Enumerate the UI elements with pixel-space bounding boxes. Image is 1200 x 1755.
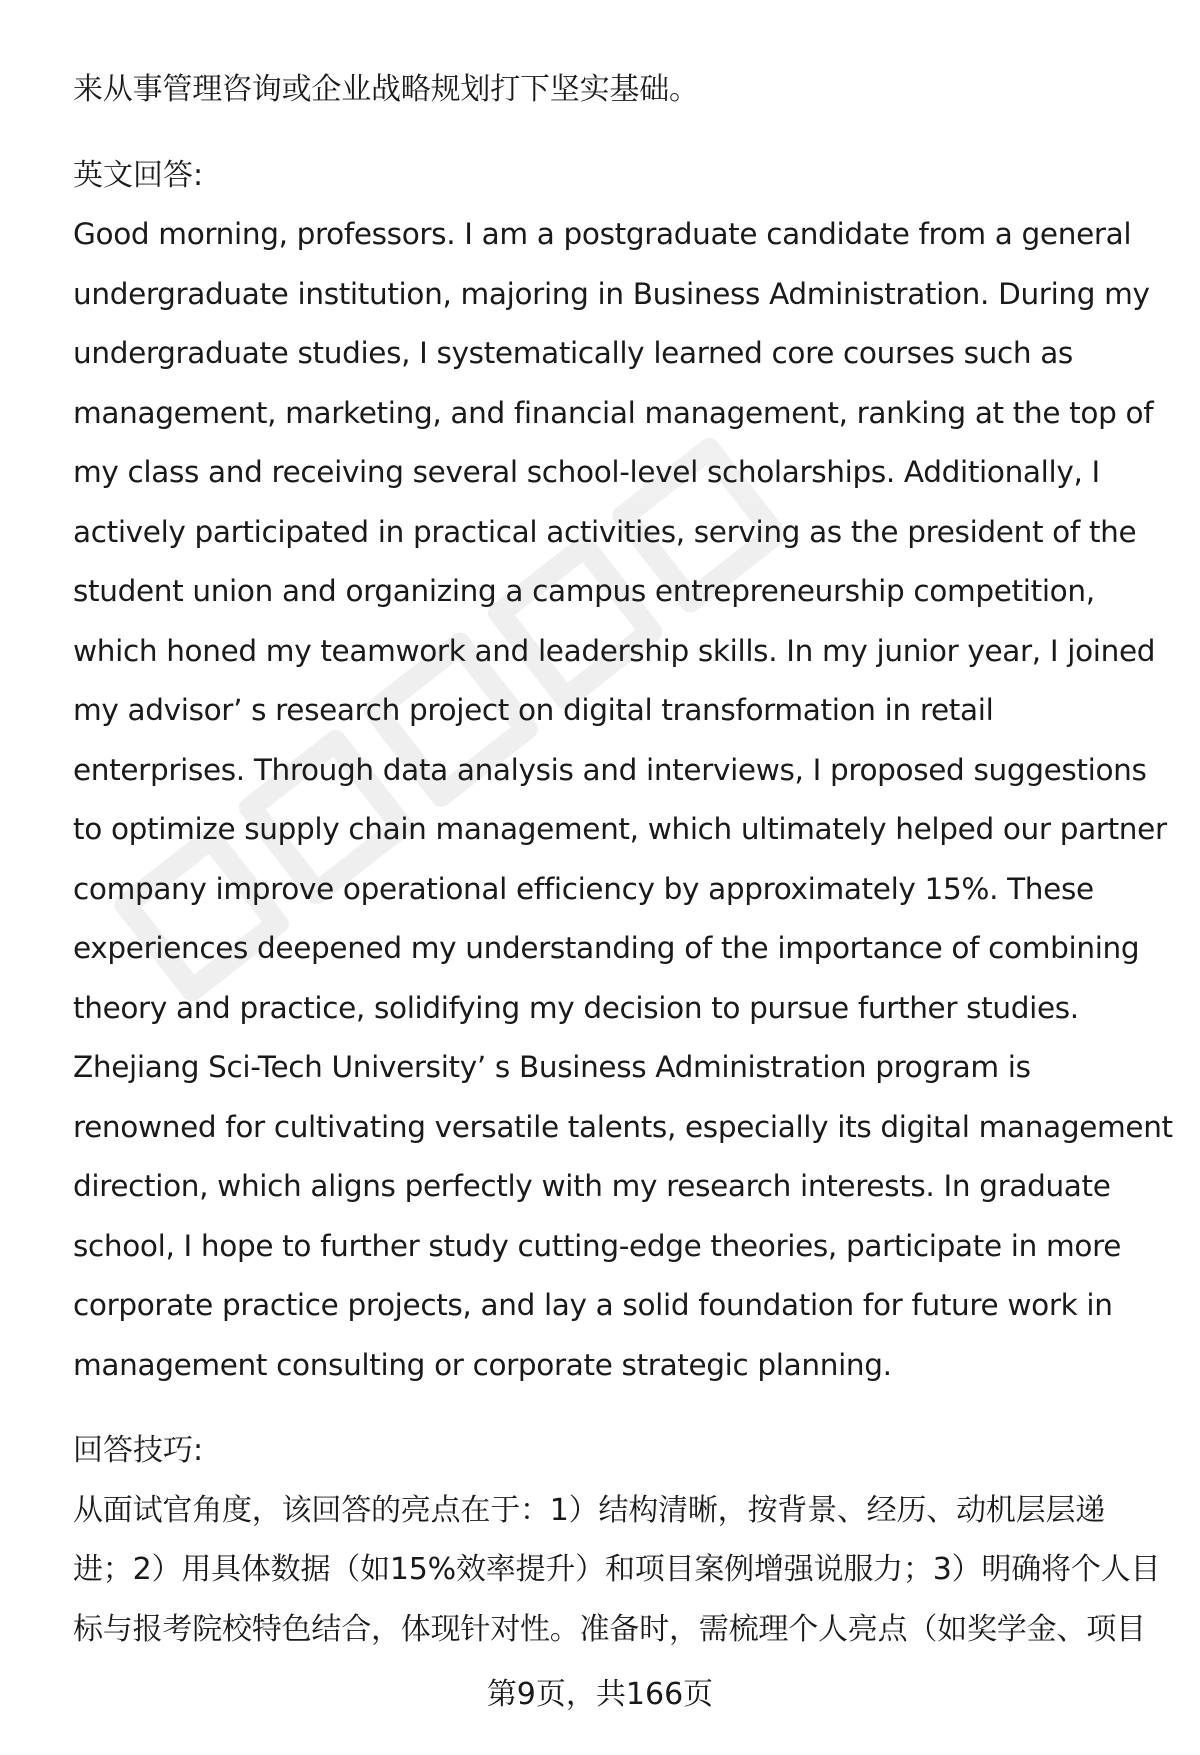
paragraph-line: 来从事管理咨询或企业战略规划打下坚实基础。 bbox=[73, 72, 699, 107]
english-line: Good morning, professors. I am a postgraduate candidate from a general bbox=[73, 217, 1132, 251]
tips-line: 进；2）用具体数据（如15%效率提升）和项目案例增强说服力；3）明确将个人目 bbox=[73, 1552, 1161, 1587]
english-line: my advisor’ s research project on digital transformation in retail bbox=[73, 693, 994, 727]
english-line: actively participated in practical activities, serving as the president of the bbox=[73, 514, 1137, 549]
english-line: management, marketing, and financial management, ranking at the top of bbox=[73, 395, 1154, 430]
english-line: renowned for cultivating versatile talents, especially its digital management bbox=[73, 1109, 1173, 1144]
answer-tips-body bbox=[73, 1481, 1161, 1660]
english-line: direction, which aligns perfectly with my research interests. In graduate bbox=[73, 1169, 1111, 1203]
answer-tips-heading: 回答技巧: bbox=[73, 1433, 204, 1468]
spacer bbox=[73, 120, 1153, 146]
document-page bbox=[73, 60, 1173, 1659]
spacer bbox=[73, 1395, 1153, 1421]
english-line: experiences deepened my understanding of the importance of combining bbox=[73, 931, 1140, 965]
english-line: student union and organizing a campus entrepreneurship competition, bbox=[73, 574, 1095, 608]
english-line: theory and practice, solidifying my decision to pursue further studies. bbox=[73, 990, 1079, 1025]
english-line: which honed my teamwork and leadership skills. In my junior year, I joined bbox=[73, 633, 1156, 668]
english-line: undergraduate studies, I systematically learned core courses such as bbox=[73, 336, 1073, 370]
english-line: corporate practice projects, and lay a solid foundation for future work in bbox=[73, 1288, 1113, 1322]
english-line: Zhejiang Sci-Tech University’ s Business Administration program is bbox=[73, 1050, 1031, 1084]
english-line: undergraduate institution, majoring in Business Administration. During my bbox=[73, 276, 1150, 311]
english-answer-heading: 英文回答: bbox=[73, 157, 204, 193]
english-line: school, I hope to further study cutting-edge theories, participate in more bbox=[73, 1228, 1122, 1263]
english-line: my class and receiving several school-level scholarships. Additionally, I bbox=[73, 455, 1100, 489]
tips-line: 从面试官角度，该回答的亮点在于：1）结构清晰，按背景、经历、动机层层递 bbox=[73, 1492, 1106, 1528]
english-answer-body bbox=[73, 205, 1173, 1395]
english-line: to optimize supply chain management, which ultimately helped our partner bbox=[73, 812, 1167, 846]
tips-line: 标与报考院校特色结合，体现针对性。准备时，需梳理个人亮点（如奖学金、项目 bbox=[73, 1611, 1146, 1647]
english-line: management consulting or corporate strategic planning. bbox=[73, 1347, 892, 1382]
english-line: enterprises. Through data analysis and interviews, I proposed suggestions bbox=[73, 752, 1147, 787]
page-number-footer: 第9页，共166页 bbox=[486, 1677, 714, 1712]
english-line: company improve operational efficiency by approximately 15%. These bbox=[73, 871, 1094, 906]
